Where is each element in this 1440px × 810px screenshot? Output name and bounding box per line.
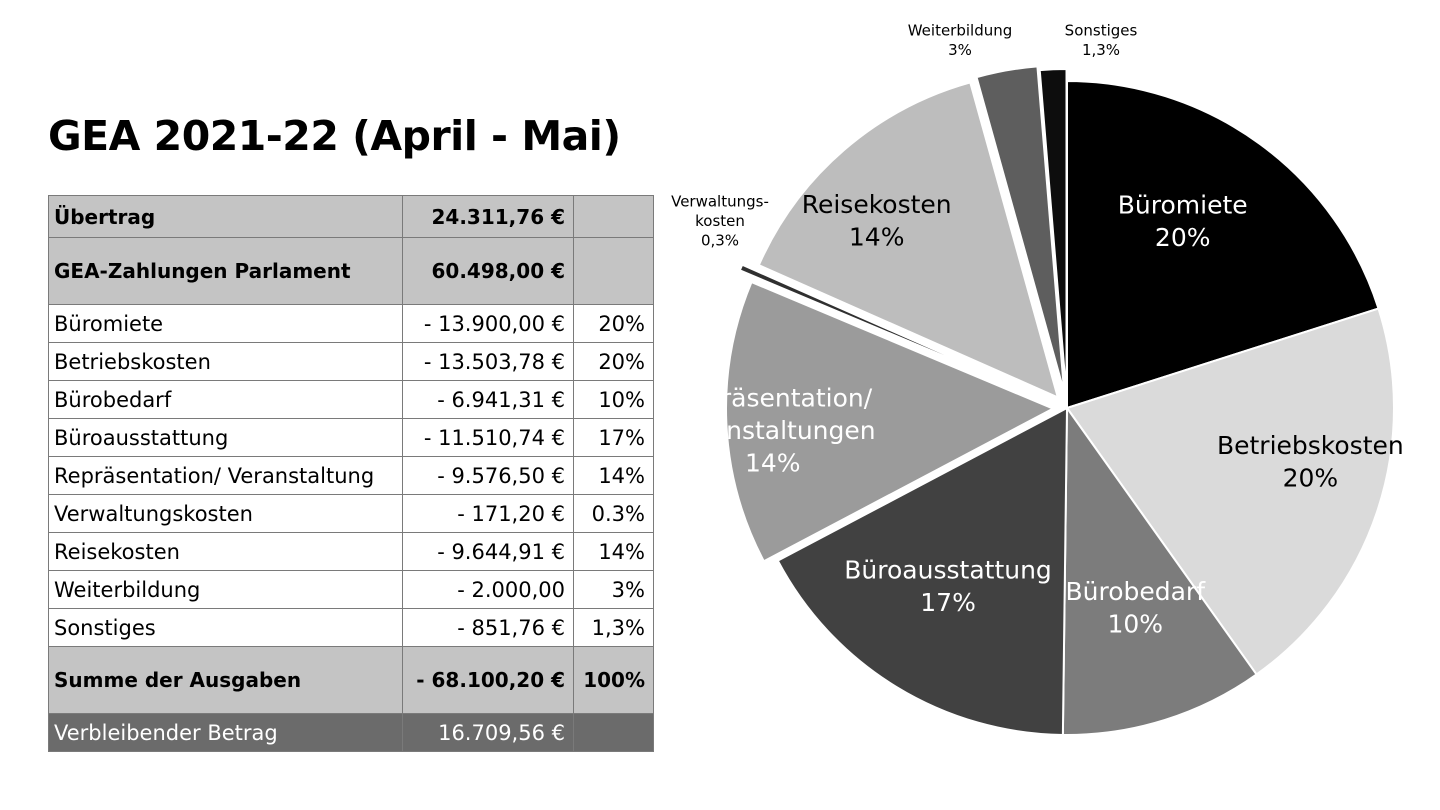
- row-label: Reisekosten: [49, 533, 403, 571]
- pie-chart: [640, 0, 1440, 810]
- row-percent: 1,3%: [574, 609, 654, 647]
- row-percent: 20%: [574, 343, 654, 381]
- table-row: [49, 238, 654, 305]
- row-amount: - 9.644,91 €: [403, 533, 574, 571]
- row-label: GEA-Zahlungen Parlament: [49, 238, 403, 305]
- row-amount: - 2.000,00: [403, 571, 574, 609]
- row-amount: - 6.941,31 €: [403, 381, 574, 419]
- row-label: Betriebskosten: [49, 343, 403, 381]
- row-label: Verwaltungskosten: [49, 495, 403, 533]
- row-label: Verbleibender Betrag: [49, 714, 403, 752]
- table-row: [49, 457, 654, 495]
- row-percent: 17%: [574, 419, 654, 457]
- row-amount: - 13.503,78 €: [403, 343, 574, 381]
- row-amount: - 851,76 €: [403, 609, 574, 647]
- slice-label: Verwaltungs-kosten 0,3%: [671, 192, 769, 250]
- row-percent: 14%: [574, 457, 654, 495]
- slice-label: Bürobedarf 10%: [1065, 577, 1206, 639]
- row-amount: - 11.510,74 €: [403, 419, 574, 457]
- table-row: [49, 647, 654, 714]
- row-percent: 100%: [574, 647, 654, 714]
- row-amount: - 9.576,50 €: [403, 457, 574, 495]
- slice-label: Weiterbildung 3%: [907, 21, 1013, 59]
- row-label: Repräsentation/ Veranstaltung: [49, 457, 403, 495]
- row-percent: 3%: [574, 571, 654, 609]
- row-label: Summe der Ausgaben: [49, 647, 403, 714]
- row-amount: 16.709,56 €: [403, 714, 574, 752]
- row-label: Büroausstattung: [49, 419, 403, 457]
- slice-label: Betriebskosten 20%: [1216, 431, 1404, 493]
- table-row: [49, 495, 654, 533]
- table-row: [49, 419, 654, 457]
- row-percent: 0.3%: [574, 495, 654, 533]
- row-label: Sonstiges: [49, 609, 403, 647]
- table-row: [49, 609, 654, 647]
- row-amount: - 171,20 €: [403, 495, 574, 533]
- table-row: [49, 533, 654, 571]
- row-amount: 60.498,00 €: [403, 238, 574, 305]
- row-amount: 24.311,76 €: [403, 196, 574, 238]
- row-label: Weiterbildung: [49, 571, 403, 609]
- slice-label: Büroausstattung 17%: [844, 555, 1052, 618]
- budget-table: [48, 195, 654, 752]
- slice-label: Büromiete 20%: [1117, 190, 1248, 252]
- table-row: [49, 343, 654, 381]
- row-label: Übertrag: [49, 196, 403, 238]
- slice-label: Reisekosten 14%: [801, 189, 952, 252]
- row-label: Büromiete: [49, 305, 403, 343]
- row-percent: 10%: [574, 381, 654, 419]
- page-title: GEA 2021-22 (April - Mai): [48, 112, 621, 160]
- table-row: [49, 714, 654, 752]
- row-percent: 20%: [574, 305, 654, 343]
- row-percent: 14%: [574, 533, 654, 571]
- table-row: [49, 571, 654, 609]
- slice-label: Repräsentation/ Veranstaltungen 14%: [669, 383, 876, 478]
- table-row: [49, 305, 654, 343]
- row-label: Bürobedarf: [49, 381, 403, 419]
- table-row: [49, 196, 654, 238]
- slice-label: Sonstiges 1,3%: [1064, 21, 1138, 59]
- row-amount: - 13.900,00 €: [403, 305, 574, 343]
- table-row: [49, 381, 654, 419]
- row-amount: - 68.100,20 €: [403, 647, 574, 714]
